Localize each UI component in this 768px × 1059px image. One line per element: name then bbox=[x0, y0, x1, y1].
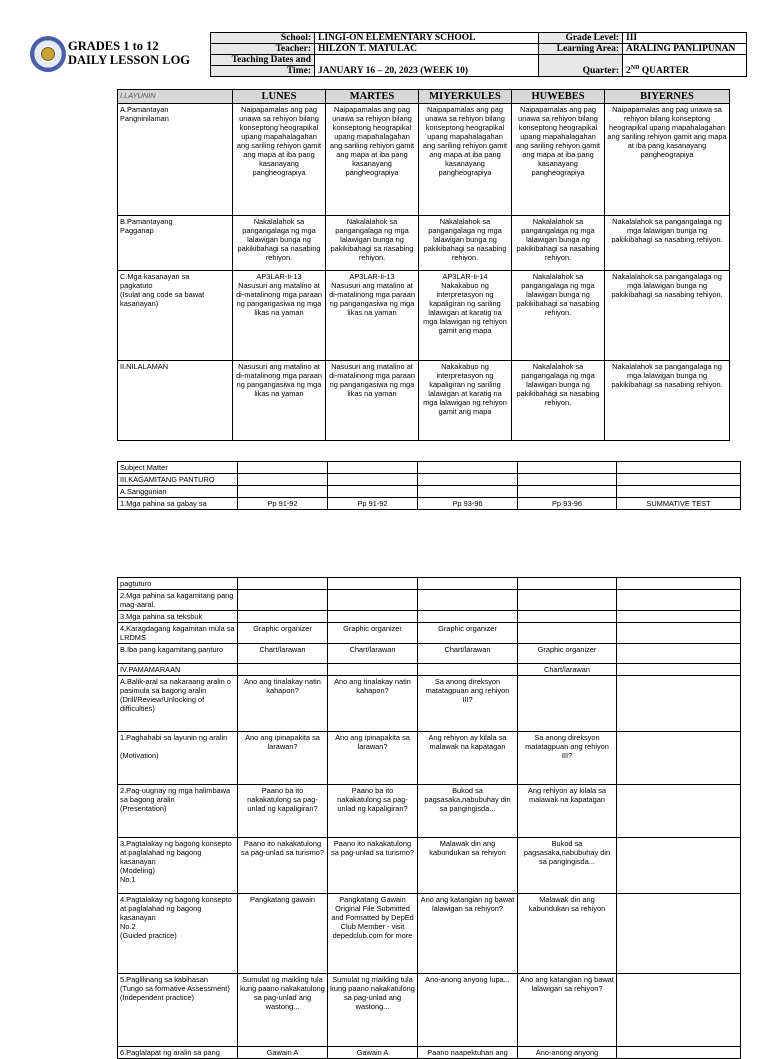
row-label: 6.Paglalapat ng aralin sa pang bbox=[118, 1047, 238, 1059]
table-cell: Ang rehiyon ay kilala sa malawak na kapatagan bbox=[518, 785, 617, 838]
row-label: C.Mga kasanayan sa pagkatuto (Isulat ang code sa bawat kasanayan) bbox=[118, 271, 233, 361]
table-cell: Nakalalahok sa pangangalaga ng mga lalawigan bunga ng pakikibahagi sa nasabing rehiyon. bbox=[419, 216, 512, 271]
table-cell: Pp 91-92 bbox=[328, 498, 418, 510]
table-cell: Ano ang katangian ng bawat lalawigan sa rehiyon? bbox=[418, 894, 518, 974]
table-row bbox=[118, 216, 730, 271]
table-cell bbox=[617, 474, 741, 486]
table-cell: AP3LAR-Ii-13 Nasusuri ang matalino at di-matalinong mga paraan ng pangangasiwa ng mga likas na yaman bbox=[233, 271, 326, 361]
table-cell: Graphic organizer bbox=[238, 623, 328, 644]
table-cell: Nakalalahok sa pangangalaga ng mga lalawigan bunga ng pakikibahagi sa nasabing rehiyon. bbox=[512, 271, 605, 361]
table-cell bbox=[518, 462, 617, 474]
table-row bbox=[118, 486, 741, 498]
table-cell: Nakalalahok sa pangangalaga ng mga lalawigan bunga ng pakikibahagi sa nasabing rehiyon. bbox=[326, 216, 419, 271]
day-header-martes: MARTES bbox=[326, 90, 419, 104]
table-cell bbox=[328, 474, 418, 486]
table-cell bbox=[238, 664, 328, 676]
table-cell: Sa anong direksyon matatagpuan ang rehiyon III? bbox=[518, 732, 617, 785]
school-label: School: bbox=[211, 33, 315, 44]
row-label: III.KAGAMITANG PANTURO bbox=[118, 474, 238, 486]
table-cell: Sumulat ng maikling tula kung paano nakakatulong sa pag-unlad ang wastong... bbox=[328, 974, 418, 1047]
section-layunin-label: I.LAYUNIN bbox=[118, 90, 233, 104]
table-cell bbox=[418, 486, 518, 498]
table-cell: Naipapamalas ang pag unawa sa rehiyon bilang konseptong heograpikal upang mapahalagahan ang sariling rehiyon gamit ang mapa at iba pang kasanayang pangheograpiya bbox=[512, 104, 605, 216]
day-header-miyerkules: MIYERKULES bbox=[419, 90, 512, 104]
row-label: A.Sanggunian bbox=[118, 486, 238, 498]
table-cell: Nakakabuo ng interpretasyon ng kapaligiran ng sariling lalawigan at karatig na mga lalawigan ng rehiyon gamit ang mapa bbox=[419, 361, 512, 441]
table-row bbox=[118, 974, 741, 1047]
table-row bbox=[118, 894, 741, 974]
table-cell bbox=[617, 578, 741, 590]
area-label: Learning Area: bbox=[539, 44, 623, 55]
table-cell: Pp 93-96 bbox=[418, 498, 518, 510]
table-cell: Nasusuri ang matalino at di-matalinong mga paraan ng pangangasiwa ng mga likas na yaman bbox=[326, 361, 419, 441]
table-row bbox=[118, 578, 741, 590]
table-cell: Gawain A bbox=[328, 1047, 418, 1059]
row-label: A.Pamantayan Pangninilaman bbox=[118, 104, 233, 216]
teacher-value: HILZON T. MATULAC bbox=[315, 44, 539, 55]
table-cell: Bukod sa pagsasaka,nabubuhay din sa pangingisda... bbox=[418, 785, 518, 838]
table-cell: Malawak din ang kabundukan sa rehiyon bbox=[518, 894, 617, 974]
table-cell: Chart/larawan bbox=[518, 664, 617, 676]
table-cell bbox=[238, 474, 328, 486]
table-cell bbox=[238, 486, 328, 498]
table-cell: Paano ito nakakatulong sa pag-unlad sa turismo? bbox=[328, 838, 418, 894]
table-row bbox=[118, 462, 741, 474]
row-label: 5.Paglilinang sa kabihasan (Tungo sa formative Assessment) (Independent practice) bbox=[118, 974, 238, 1047]
table-cell bbox=[617, 590, 741, 611]
table-cell bbox=[617, 462, 741, 474]
table-cell: Pp 91-92 bbox=[238, 498, 328, 510]
materials-table-top bbox=[117, 461, 741, 510]
table-cell bbox=[617, 644, 741, 664]
row-label: 2.Pag-uugnay ng mga halimbawa sa bagong aralin (Presentation) bbox=[118, 785, 238, 838]
header-info-table bbox=[210, 32, 747, 77]
day-header-biyernes: BIYERNES bbox=[605, 90, 730, 104]
row-label: 3.Pagtalakay ng bagong konsepto at paglalahad ng bagong kasanayan (Modeling) No.1 bbox=[118, 838, 238, 894]
table-row bbox=[118, 785, 741, 838]
table-cell bbox=[238, 462, 328, 474]
table-cell: Naipapamalas ang pag unawa sa rehiyon bilang konseptong heograpikal upang mapahalagahan ang sariling rehiyon gamit ang mapa at iba pang kasanayang pangheograpiya bbox=[233, 104, 326, 216]
row-label: B.Pamantayang Pagganap bbox=[118, 216, 233, 271]
table-row bbox=[118, 590, 741, 611]
table-cell bbox=[418, 590, 518, 611]
table-cell bbox=[518, 590, 617, 611]
table-cell bbox=[617, 623, 741, 644]
table-cell bbox=[617, 486, 741, 498]
table-cell: Naipapamalas ang pag unawa sa rehiyon bilang konseptong heograpikal upang mapahalagahan ang sariling rehiyon gamit ang mapa at iba pang kasanayang pangheograpiya bbox=[419, 104, 512, 216]
table-row bbox=[118, 498, 741, 510]
table-cell: Sumulat ng maikling tula kung paano nakakatulong sa pag-unlad ang wastong... bbox=[238, 974, 328, 1047]
row-label: II.NILALAMAN bbox=[118, 361, 233, 441]
row-label: 4.Karagdagang kagamitan mula sa LRDMS bbox=[118, 623, 238, 644]
dates-label-2: Time: bbox=[211, 66, 315, 77]
document-title: GRADES 1 to 12 DAILY LESSON LOG bbox=[68, 39, 191, 67]
table-cell: Nakalalahok sa pangangalaga ng mga lalawigan bunga ng pakikibahagi sa nasabing rehiyon. bbox=[605, 271, 730, 361]
table-cell bbox=[418, 578, 518, 590]
table-cell bbox=[328, 462, 418, 474]
objectives-table bbox=[117, 89, 730, 441]
table-row bbox=[118, 644, 741, 664]
table-cell bbox=[238, 611, 328, 623]
table-cell: AP3LAR-Ii-13 Nasusuri ang matalino at di-matalinong mga paraan ng pangangasiwa ng mga likas na yaman bbox=[326, 271, 419, 361]
dates-label-1: Teaching Dates and bbox=[211, 55, 315, 66]
row-label: 1.Mga pahina sa gabay sa bbox=[118, 498, 238, 510]
table-row bbox=[118, 104, 730, 216]
table-row bbox=[118, 611, 741, 623]
row-label: Subject Matter bbox=[118, 462, 238, 474]
quarter-label: Quarter: bbox=[539, 55, 623, 77]
table-row bbox=[118, 664, 741, 676]
table-cell bbox=[617, 676, 741, 732]
table-cell bbox=[617, 785, 741, 838]
table-row bbox=[118, 361, 730, 441]
table-cell bbox=[518, 578, 617, 590]
table-cell bbox=[328, 486, 418, 498]
row-label: 3.Mga pahina sa teksbuk bbox=[118, 611, 238, 623]
table-cell: AP3LAR-Ii-14 Nakakabuo ng interpretasyon ng kapaligiran ng sariling lalawigan at karatig na mga lalawigan ng rehiyon gamit ang mapa bbox=[419, 271, 512, 361]
grade-value: III bbox=[623, 33, 747, 44]
table-row bbox=[118, 676, 741, 732]
table-cell: Nakalalahok sa pangangalaga ng mga lalawigan bunga ng pakikibahagi sa nasabing rehiyon. bbox=[233, 216, 326, 271]
quarter-value: 2ND QUARTER bbox=[623, 55, 747, 77]
school-value: LINGI-ON ELEMENTARY SCHOOL bbox=[315, 33, 539, 44]
table-cell: Graphic organizer bbox=[418, 623, 518, 644]
area-value: ARALING PANLIPUNAN bbox=[623, 44, 747, 55]
table-cell: Chart/larawan bbox=[238, 644, 328, 664]
table-cell bbox=[238, 590, 328, 611]
grade-label: Grade Level: bbox=[539, 33, 623, 44]
table-cell bbox=[328, 590, 418, 611]
row-label: 1.Paghahabi sa layunin ng aralin (Motivation) bbox=[118, 732, 238, 785]
table-cell: Pp 93-96 bbox=[518, 498, 617, 510]
table-cell: Graphic organizer bbox=[518, 644, 617, 664]
day-header-huwebes: HUWEBES bbox=[512, 90, 605, 104]
table-cell bbox=[328, 611, 418, 623]
table-cell: Pangkatang gawain bbox=[238, 894, 328, 974]
table-cell: Paano ito nakakatulong sa pag-unlad sa turismo? bbox=[238, 838, 328, 894]
table-cell bbox=[518, 611, 617, 623]
table-cell bbox=[418, 474, 518, 486]
table-cell: Ano ang ipinapakita sa larawan? bbox=[328, 732, 418, 785]
row-label: 4.Pagtalakay ng bagong konsepto at paglalahad ng bagong kasanayan No.2 (Guided practice) bbox=[118, 894, 238, 974]
table-cell: Ano ang tinalakay natin kahapon? bbox=[238, 676, 328, 732]
table-cell bbox=[617, 664, 741, 676]
table-cell: Paano ba ito nakakatulong sa pag-unlad ng kapaligiran? bbox=[238, 785, 328, 838]
row-label: B.Iba pang kagamitang panturo bbox=[118, 644, 238, 664]
table-row bbox=[118, 1047, 741, 1059]
table-cell bbox=[328, 664, 418, 676]
table-cell bbox=[617, 611, 741, 623]
table-cell bbox=[238, 578, 328, 590]
row-label: IV.PAMAMARAAN bbox=[118, 664, 238, 676]
table-cell bbox=[617, 838, 741, 894]
table-cell: Paano ba ito nakakatulong sa pag-unlad ng kapaligiran? bbox=[328, 785, 418, 838]
table-cell: Ano-anong anyong lupa... bbox=[418, 974, 518, 1047]
table-cell bbox=[518, 676, 617, 732]
table-cell: Ano ang ipinapakita sa larawan? bbox=[238, 732, 328, 785]
table-cell bbox=[617, 732, 741, 785]
table-cell: Chart/larawan bbox=[418, 644, 518, 664]
table-cell: Malawak din ang kabundukan sa rehiyon bbox=[418, 838, 518, 894]
table-cell: Ang rehiyon ay kilala sa malawak na kapatagan bbox=[418, 732, 518, 785]
row-label: 2.Mga pahina sa kagamitang pang mag-aaral. bbox=[118, 590, 238, 611]
table-cell bbox=[418, 611, 518, 623]
table-cell: Gawain A bbox=[238, 1047, 328, 1059]
table-cell: Nakalalahok sa pangangalaga ng mga lalawigan bunga ng pakikibahagi sa nasabing rehiyon. bbox=[605, 216, 730, 271]
row-label: A.Balik-aral sa nakaraang aralin o pasimula sa bagong aralin (Drill/Review/Unlocking of difficulties) bbox=[118, 676, 238, 732]
day-header-lunes: LUNES bbox=[233, 90, 326, 104]
table-cell: Sa anong direksyon matatagpuan ang rehiyon III? bbox=[418, 676, 518, 732]
table-cell: Chart/larawan bbox=[328, 644, 418, 664]
table-cell bbox=[328, 578, 418, 590]
row-label: pagtuturo bbox=[118, 578, 238, 590]
table-cell bbox=[617, 894, 741, 974]
table-row bbox=[118, 271, 730, 361]
table-cell bbox=[518, 474, 617, 486]
table-cell: Nakalalahok sa pangangalaga ng mga lalawigan bunga ng pakikibahagi sa nasabing rehiyon. bbox=[512, 361, 605, 441]
dates-value: JANUARY 16 – 20, 2023 (WEEK 10) bbox=[315, 55, 539, 77]
table-cell bbox=[518, 623, 617, 644]
table-cell: Nasusuri ang matalino at di-matalinong mga paraan ng pangangasiwa ng mga likas na yaman bbox=[233, 361, 326, 441]
table-cell: Naipapamalas ang pag unawa sa rehiyon bilang konseptong heograpikal upang mapahalagahan ang sariling rehiyon gamit ang mapa at iba pang kasanayang pangheograpiya bbox=[326, 104, 419, 216]
procedure-table bbox=[117, 577, 741, 1059]
table-row bbox=[118, 474, 741, 486]
table-cell: Ano ang katangian ng bawat lalawigan sa rehiyon? bbox=[518, 974, 617, 1047]
table-cell bbox=[418, 462, 518, 474]
table-cell: Ano ang tinalakay natin kahapon? bbox=[328, 676, 418, 732]
table-cell: Pangkatang Gawain Original File Submitted and Formatted by DepEd Club Member - visit depedclub.com for more bbox=[328, 894, 418, 974]
table-cell: Nakalalahok sa pangangalaga ng mga lalawigan bunga ng pakikibahagi sa nasabing rehiyon. bbox=[605, 361, 730, 441]
table-cell: Naipapamalas ang pag unawa sa rehiyon bilang konseptong heograpikal upang mapahalagahan ang sariling rehiyon gamit ang mapa at iba pang kasanayang pangheograpiya bbox=[605, 104, 730, 216]
table-cell bbox=[617, 1047, 741, 1059]
table-cell bbox=[518, 486, 617, 498]
table-row bbox=[118, 732, 741, 785]
deped-seal-logo bbox=[30, 36, 66, 72]
teacher-label: Teacher: bbox=[211, 44, 315, 55]
table-cell: Ano-anong anyong bbox=[518, 1047, 617, 1059]
table-cell: Graphic organizer bbox=[328, 623, 418, 644]
table-cell: SUMMATIVE TEST bbox=[617, 498, 741, 510]
table-cell bbox=[418, 664, 518, 676]
table-row bbox=[118, 838, 741, 894]
table-cell: Nakalalahok sa pangangalaga ng mga lalawigan bunga ng pakikibahagi sa nasabing rehiyon. bbox=[512, 216, 605, 271]
table-cell: Paano naapektuhan ang bbox=[418, 1047, 518, 1059]
table-row bbox=[118, 623, 741, 644]
table-cell bbox=[617, 974, 741, 1047]
table-cell: Bukod sa pagsasaka,nabubuhay din sa pangingisda... bbox=[518, 838, 617, 894]
